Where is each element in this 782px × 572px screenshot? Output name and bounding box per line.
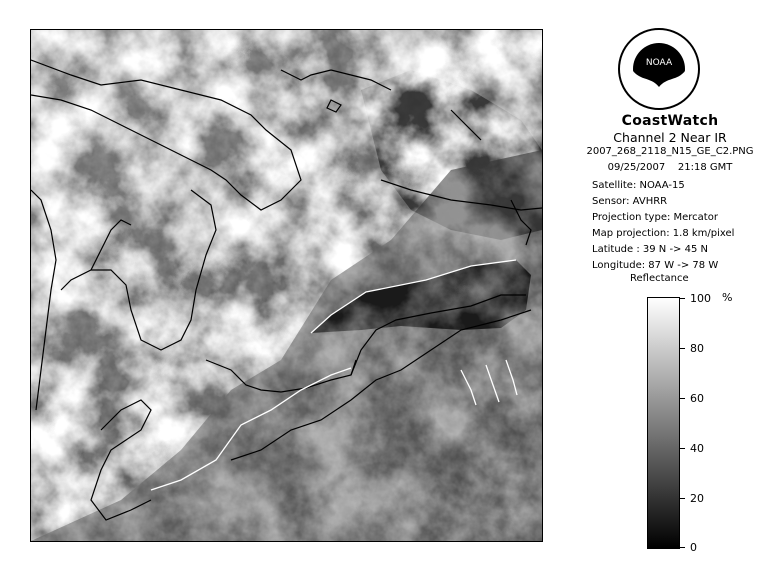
sensor-label: Sensor: AVHRR bbox=[592, 196, 668, 207]
colorbar-tick-label: 20 bbox=[690, 492, 704, 505]
product-title: CoastWatch bbox=[621, 113, 719, 129]
colorbar-tick bbox=[680, 398, 685, 399]
logo-text: NOAA bbox=[645, 58, 673, 68]
colorbar-tick-label: 0 bbox=[690, 541, 697, 554]
cloud-cover-thin bbox=[31, 30, 542, 541]
longitude-label: Longitude: 87 W -> 78 W bbox=[592, 260, 719, 271]
colorbar-tick-label: 80 bbox=[690, 342, 704, 355]
satellite-image-svg bbox=[31, 30, 542, 541]
reflectance-colorbar bbox=[647, 297, 680, 549]
legend-unit: % bbox=[722, 291, 733, 304]
colorbar-tick-label: 100 bbox=[690, 292, 711, 305]
colorbar-tick bbox=[680, 547, 685, 548]
colorbar-tick bbox=[680, 448, 685, 449]
noaa-logo-icon bbox=[617, 27, 701, 111]
colorbar-tick bbox=[680, 298, 685, 299]
colorbar-tick-label: 40 bbox=[690, 442, 704, 455]
noaa-logo bbox=[617, 27, 701, 111]
satellite-image bbox=[30, 29, 543, 542]
colorbar-tick bbox=[680, 498, 685, 499]
colorbar-tick bbox=[680, 348, 685, 349]
channel-label: Channel 2 Near IR bbox=[613, 130, 727, 145]
projection-type-label: Projection type: Mercator bbox=[592, 212, 718, 223]
legend-title: Reflectance bbox=[630, 273, 689, 284]
colorbar-tick-label: 60 bbox=[690, 392, 704, 405]
satellite-label: Satellite: NOAA-15 bbox=[592, 180, 685, 191]
image-datetime: 09/25/2007 21:18 GMT bbox=[607, 162, 733, 173]
map-projection-label: Map projection: 1.8 km/pixel bbox=[592, 228, 735, 239]
image-filename: 2007_268_2118_N15_GE_C2.PNG bbox=[586, 146, 754, 157]
latitude-label: Latitude : 39 N -> 45 N bbox=[592, 244, 708, 255]
